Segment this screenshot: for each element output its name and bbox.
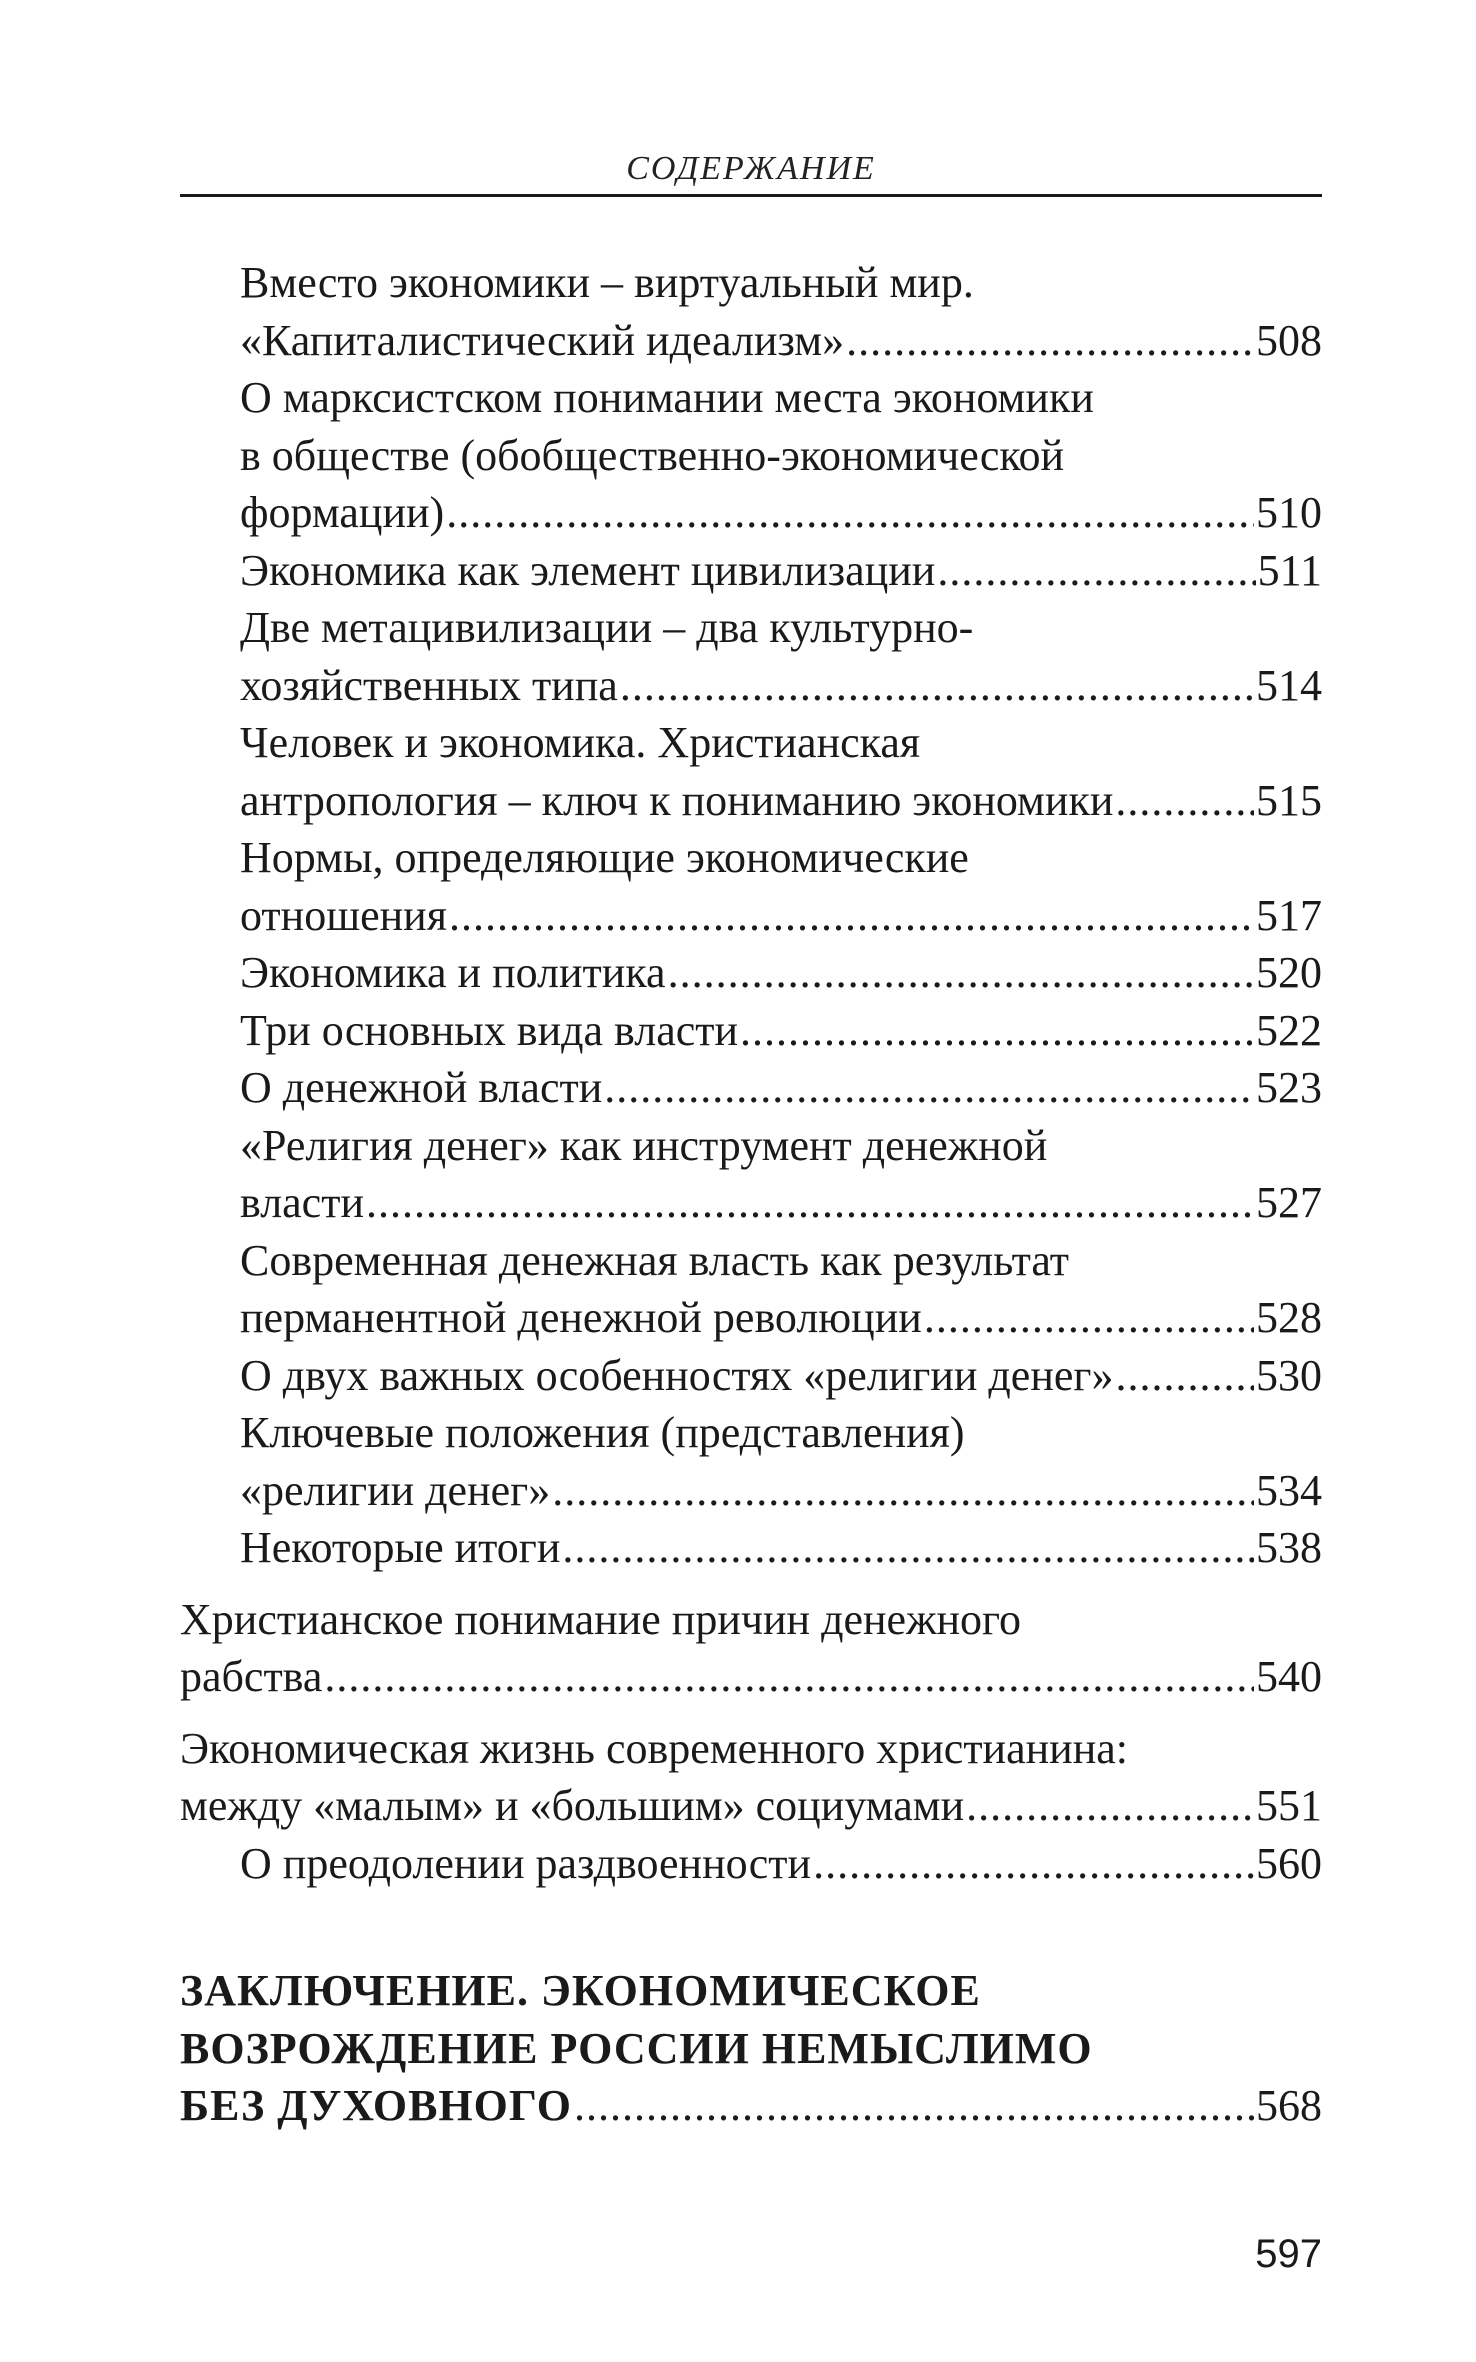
toc-page-number: 527 (1256, 1178, 1322, 1227)
toc-entry-title: рабства (180, 1652, 323, 1701)
toc-chapter-entry[interactable] (180, 2077, 1322, 2135)
leader-dots (552, 1462, 1254, 1520)
toc-entry-line: О марксистском понимании места экономики (240, 373, 1094, 422)
leader-dots (846, 312, 1254, 370)
toc-entry-line: Вместо экономики – виртуальный мир. (240, 258, 974, 307)
leader-dots (604, 1059, 1254, 1117)
toc-entry-title: «религии денег» (240, 1465, 551, 1515)
toc-chapter-line: ВОЗРОЖДЕНИЕ РОССИИ НЕМЫСЛИМО (180, 2023, 1093, 2073)
toc-entry-line: Современная денежная власть как результат (240, 1235, 1070, 1285)
toc-page-number: 523 (1256, 1063, 1322, 1112)
toc-entry[interactable] (180, 312, 1322, 370)
toc-page-number: 522 (1256, 1005, 1322, 1055)
page-number: 597 (1255, 2232, 1322, 2276)
leader-dots (562, 1519, 1254, 1577)
toc-entry-title: О двух важных особенностях «религии денег» (240, 1350, 1114, 1400)
toc-entry[interactable] (180, 484, 1322, 542)
toc-page-number: 514 (1256, 660, 1322, 710)
toc-page-number: 528 (1256, 1293, 1322, 1342)
toc-entry-title: формации) (240, 488, 445, 537)
toc-page-number: 530 (1256, 1350, 1322, 1400)
toc-entry-title: О денежной власти (240, 1063, 603, 1112)
toc-entry-title: власти (240, 1178, 364, 1227)
leader-dots (446, 484, 1254, 542)
toc-entry-title: отношения (240, 890, 447, 940)
toc-entry-title: Три основных вида власти (240, 1005, 739, 1055)
toc-entry-title: Некоторые итоги (240, 1523, 561, 1572)
toc-page-number: 508 (1256, 315, 1322, 365)
table-of-contents (180, 254, 1322, 2135)
toc-entry-title: между «малым» и «большим» социумами (180, 1781, 965, 1830)
leader-dots (924, 1289, 1254, 1347)
toc-entry-line: Две метацивилизации – два культурно- (240, 603, 974, 652)
leader-dots (813, 1835, 1254, 1893)
toc-entry[interactable] (180, 772, 1322, 830)
leader-dots (574, 2077, 1254, 2135)
toc-entry-line: в обществе (обобщественно-экономической (240, 430, 1065, 480)
toc-entry[interactable] (180, 1519, 1322, 1577)
toc-entry[interactable] (180, 1289, 1322, 1347)
toc-entry-title: Экономика как элемент цивилизации (240, 545, 936, 595)
toc-page-number: 551 (1256, 1781, 1322, 1830)
leader-dots (1115, 772, 1254, 830)
toc-entry[interactable] (180, 887, 1322, 945)
toc-entry[interactable] (180, 1462, 1322, 1520)
leader-dots (937, 542, 1255, 600)
toc-page-number: 520 (1256, 948, 1322, 997)
running-header: СОДЕРЖАНИЕ (626, 150, 876, 187)
toc-entry-title: хозяйственных типа (240, 660, 618, 710)
toc-page-number: 568 (1256, 2081, 1322, 2130)
toc-entry[interactable] (180, 1347, 1322, 1405)
leader-dots (366, 1174, 1254, 1232)
toc-page-number: 538 (1256, 1523, 1322, 1572)
toc-chapter-title: БЕЗ ДУХОВНОГО (180, 2081, 572, 2130)
toc-entry-title: перманентной денежной революции (240, 1293, 922, 1342)
leader-dots (740, 1002, 1254, 1060)
toc-entry[interactable] (180, 944, 1322, 1002)
toc-entry[interactable] (180, 542, 1322, 600)
toc-entry[interactable] (180, 1648, 1322, 1706)
toc-entry[interactable] (180, 657, 1322, 715)
toc-entry-line: Христианское понимание причин денежного (180, 1594, 1021, 1644)
toc-entry[interactable] (180, 1174, 1322, 1232)
toc-entry-title: антропология – ключ к пониманию экономики (240, 775, 1114, 825)
toc-entry[interactable] (180, 1002, 1322, 1060)
leader-dots (620, 657, 1254, 715)
toc-entry-title: О преодолении раздвоенности (240, 1838, 812, 1888)
toc-entry-line: Человек и экономика. Христианская (240, 718, 921, 767)
leader-dots (324, 1648, 1254, 1706)
leader-dots (966, 1777, 1254, 1835)
toc-page-number: 534 (1256, 1465, 1322, 1515)
toc-entry-line: Ключевые положения (представления) (240, 1408, 965, 1457)
toc-entry-line: Экономическая жизнь современного христианина: (180, 1723, 1129, 1773)
leader-dots (668, 944, 1254, 1002)
toc-page-number: 540 (1256, 1652, 1322, 1701)
leader-dots (449, 887, 1254, 945)
toc-entry-title: «Капиталистический идеализм» (240, 315, 845, 365)
toc-page-number: 515 (1256, 775, 1322, 825)
toc-entry-line: «Религия денег» как инструмент денежной (240, 1120, 1048, 1170)
toc-entry-title: Экономика и политика (240, 948, 666, 997)
toc-page-number: 511 (1257, 545, 1322, 595)
leader-dots (1115, 1347, 1254, 1405)
toc-entry[interactable] (180, 1777, 1322, 1835)
toc-page-number: 560 (1256, 1838, 1322, 1888)
header-rule (180, 194, 1322, 197)
toc-page-number: 517 (1256, 890, 1322, 940)
toc-chapter-line: ЗАКЛЮЧЕНИЕ. ЭКОНОМИЧЕСКОЕ (180, 1966, 981, 2015)
toc-page-number: 510 (1256, 488, 1322, 537)
toc-entry[interactable] (180, 1835, 1322, 1893)
toc-entry[interactable] (180, 1059, 1322, 1117)
toc-entry-line: Нормы, определяющие экономические (240, 833, 969, 882)
